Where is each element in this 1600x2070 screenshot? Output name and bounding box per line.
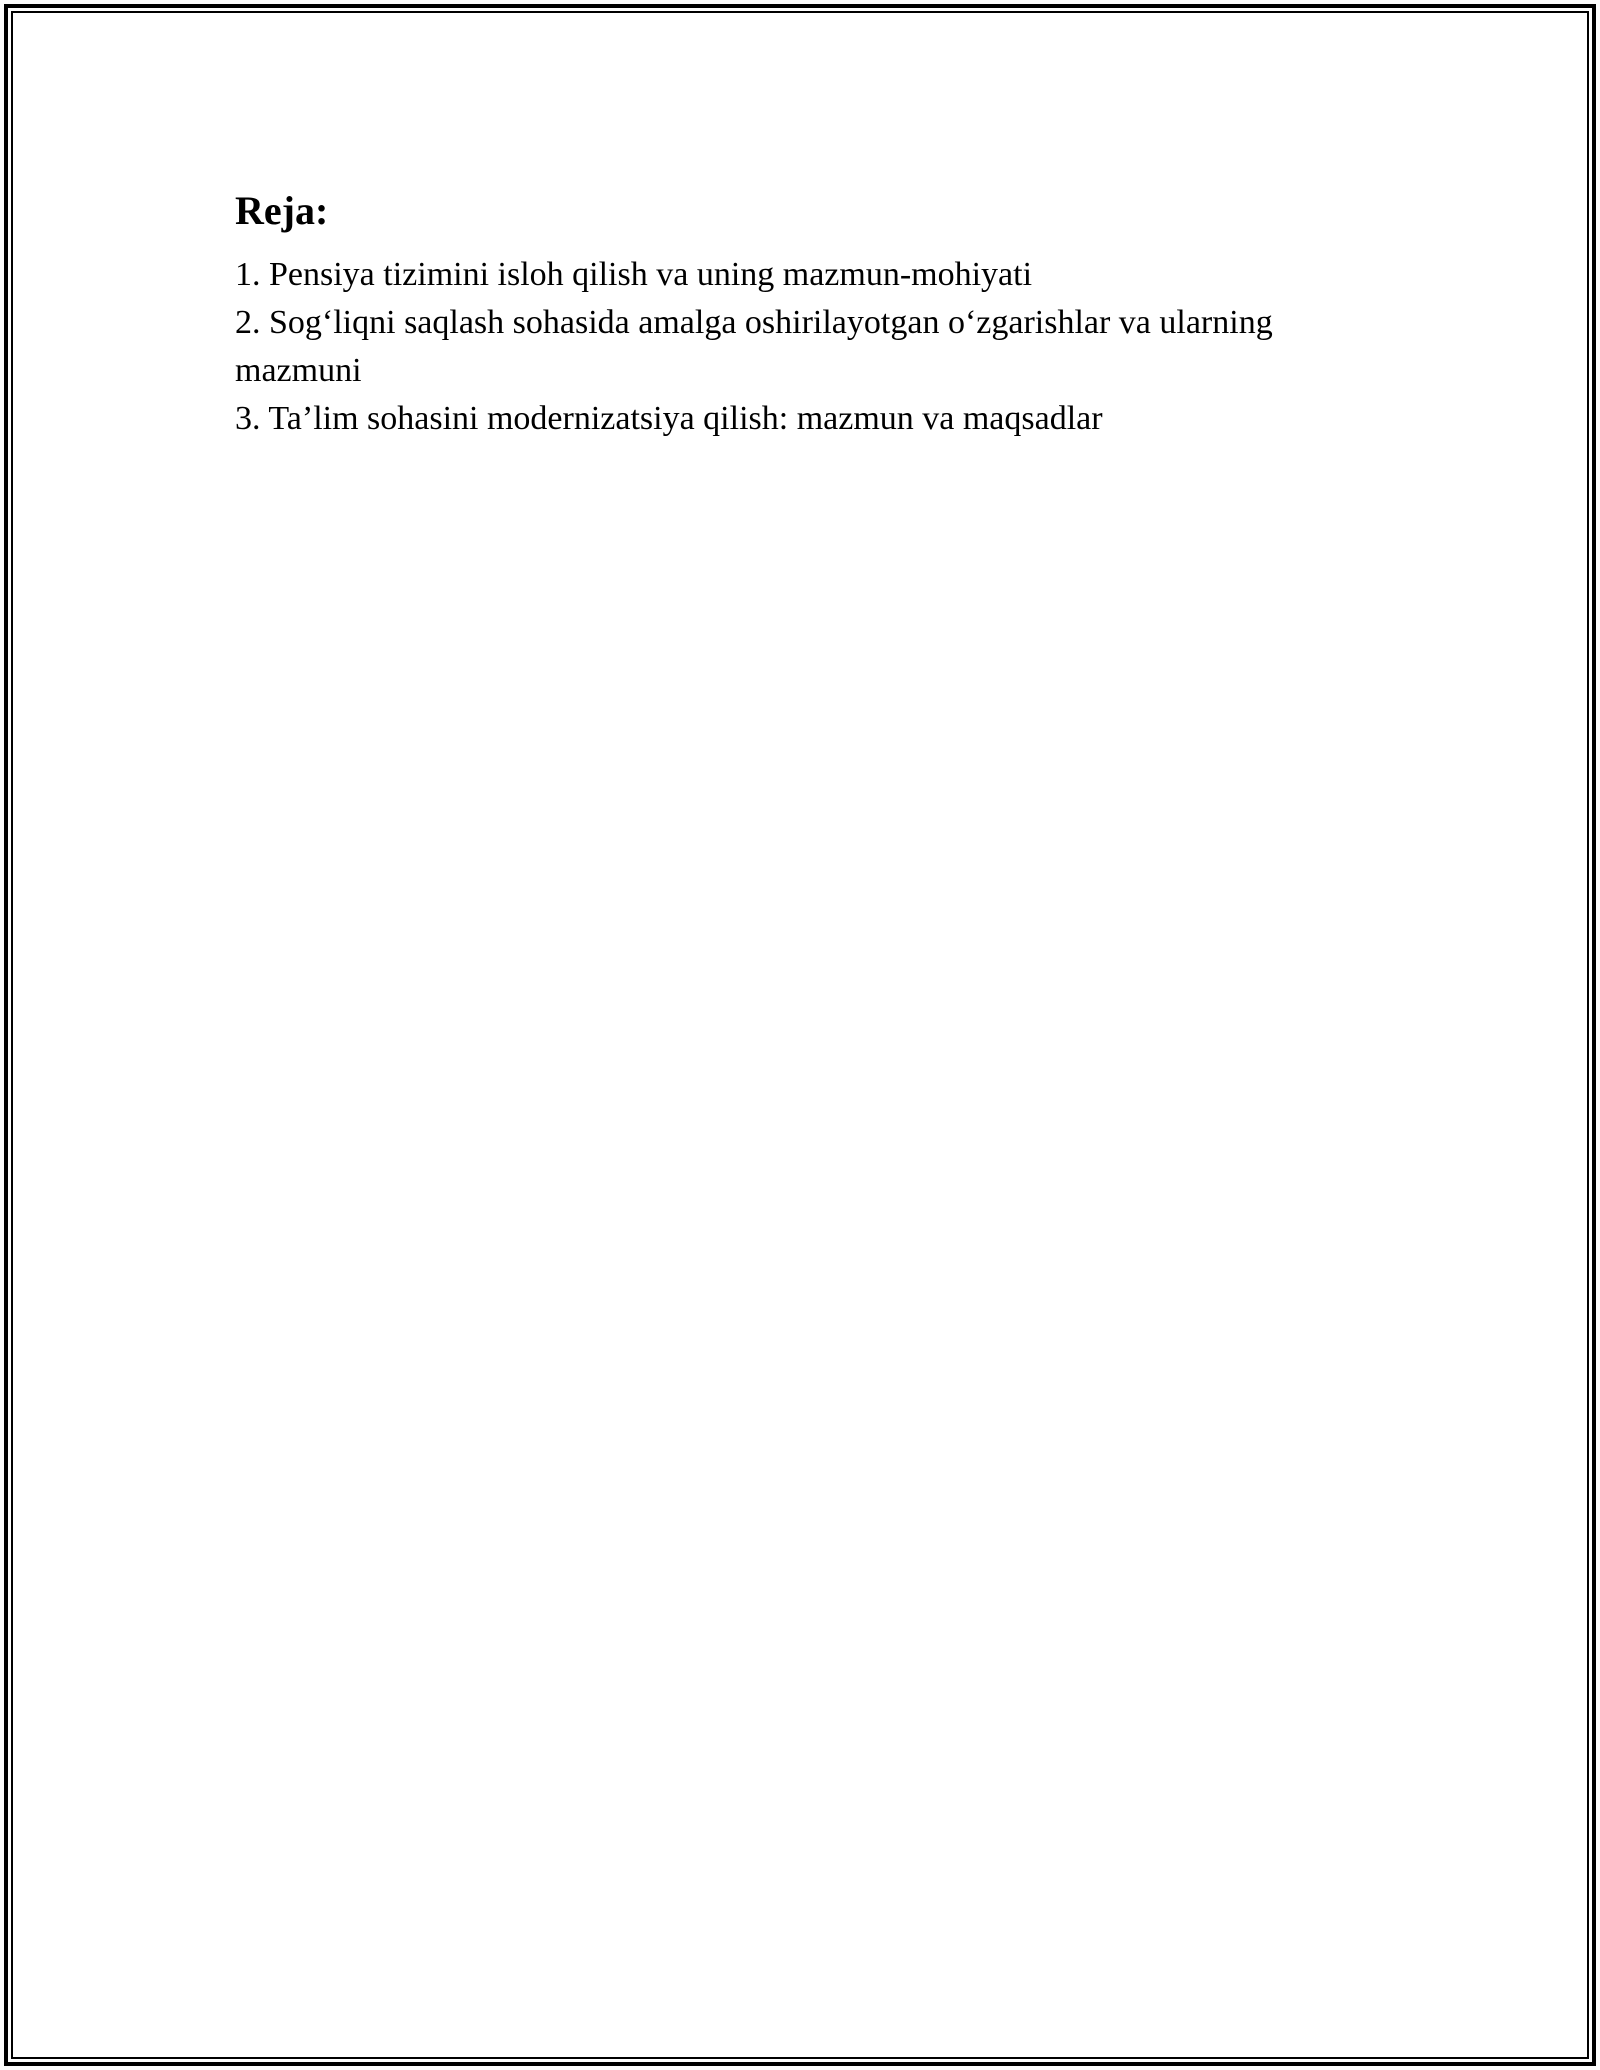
- plan-item-1: 1. Pensiya tizimini isloh qilish va uning mazmun-mohiyati: [235, 256, 1033, 293]
- document-body: [235, 185, 1385, 443]
- plan-item-3: 3. Ta’lim sohasini modernizatsiya qilish: mazmun va maqsadlar: [235, 400, 1103, 437]
- plan-list: [235, 251, 1385, 443]
- plan-item-2: 2. Sog‘liqni saqlash sohasida amalga oshirilayotgan o‘zgarishlar va ularning mazmuni: [235, 304, 1273, 389]
- plan-title: Reja:: [235, 188, 329, 233]
